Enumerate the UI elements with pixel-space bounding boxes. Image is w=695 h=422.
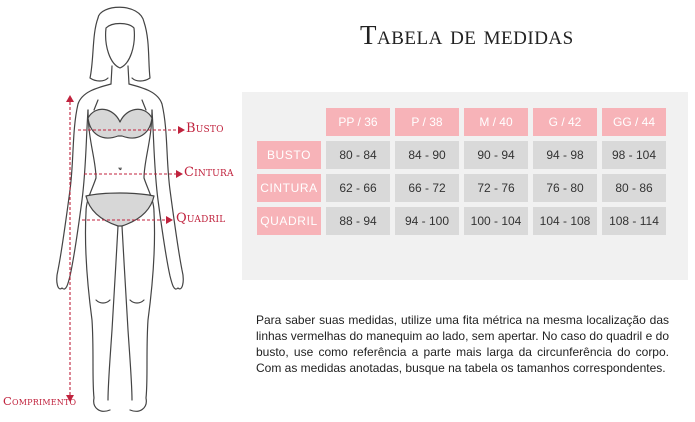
table-row-busto xyxy=(257,141,666,169)
table-cell: 66 - 72 xyxy=(395,174,459,202)
table-cell: 80 - 84 xyxy=(326,141,390,169)
size-header: GG / 44 xyxy=(602,108,666,136)
size-header: M / 40 xyxy=(464,108,528,136)
table-cell: 80 - 86 xyxy=(602,174,666,202)
label-comprimento: Comprimento xyxy=(3,394,77,408)
row-label: BUSTO xyxy=(257,141,321,169)
table-cell: 94 - 100 xyxy=(395,207,459,235)
table-cell: 100 - 104 xyxy=(464,207,528,235)
table-corner xyxy=(257,108,321,136)
table-cell: 98 - 104 xyxy=(602,141,666,169)
instructions-text: Para saber suas medidas, utilize uma fita métrica na mesma localização das linhas vermelhas do manequim ao lado, sem apertar. No caso do quadril e do busto, use como referência a parte mais larga da circunferência do corpo. Com as medidas anotadas, busque na tabela os tamanhos correspondentes. xyxy=(256,313,669,375)
table-cell: 88 - 94 xyxy=(326,207,390,235)
table-cell: 94 - 98 xyxy=(533,141,597,169)
label-cintura: Cintura xyxy=(184,165,234,180)
table-row-quadril xyxy=(257,207,666,235)
row-label: QUADRIL xyxy=(257,207,321,235)
row-label: CINTURA xyxy=(257,174,321,202)
table-cell: 62 - 66 xyxy=(326,174,390,202)
label-quadril: Quadril xyxy=(176,211,226,226)
table-cell: 90 - 94 xyxy=(464,141,528,169)
size-table xyxy=(252,103,671,240)
table-cell: 76 - 80 xyxy=(533,174,597,202)
table-cell: 104 - 108 xyxy=(533,207,597,235)
label-busto: Busto xyxy=(186,121,224,136)
size-header: PP / 36 xyxy=(326,108,390,136)
page-title: Tabela de medidas xyxy=(360,20,574,50)
size-header: P / 38 xyxy=(395,108,459,136)
size-header: G / 42 xyxy=(533,108,597,136)
table-header-row xyxy=(257,108,666,136)
table-row-cintura xyxy=(257,174,666,202)
table-cell: 72 - 76 xyxy=(464,174,528,202)
table-cell: 108 - 114 xyxy=(602,207,666,235)
table-cell: 84 - 90 xyxy=(395,141,459,169)
